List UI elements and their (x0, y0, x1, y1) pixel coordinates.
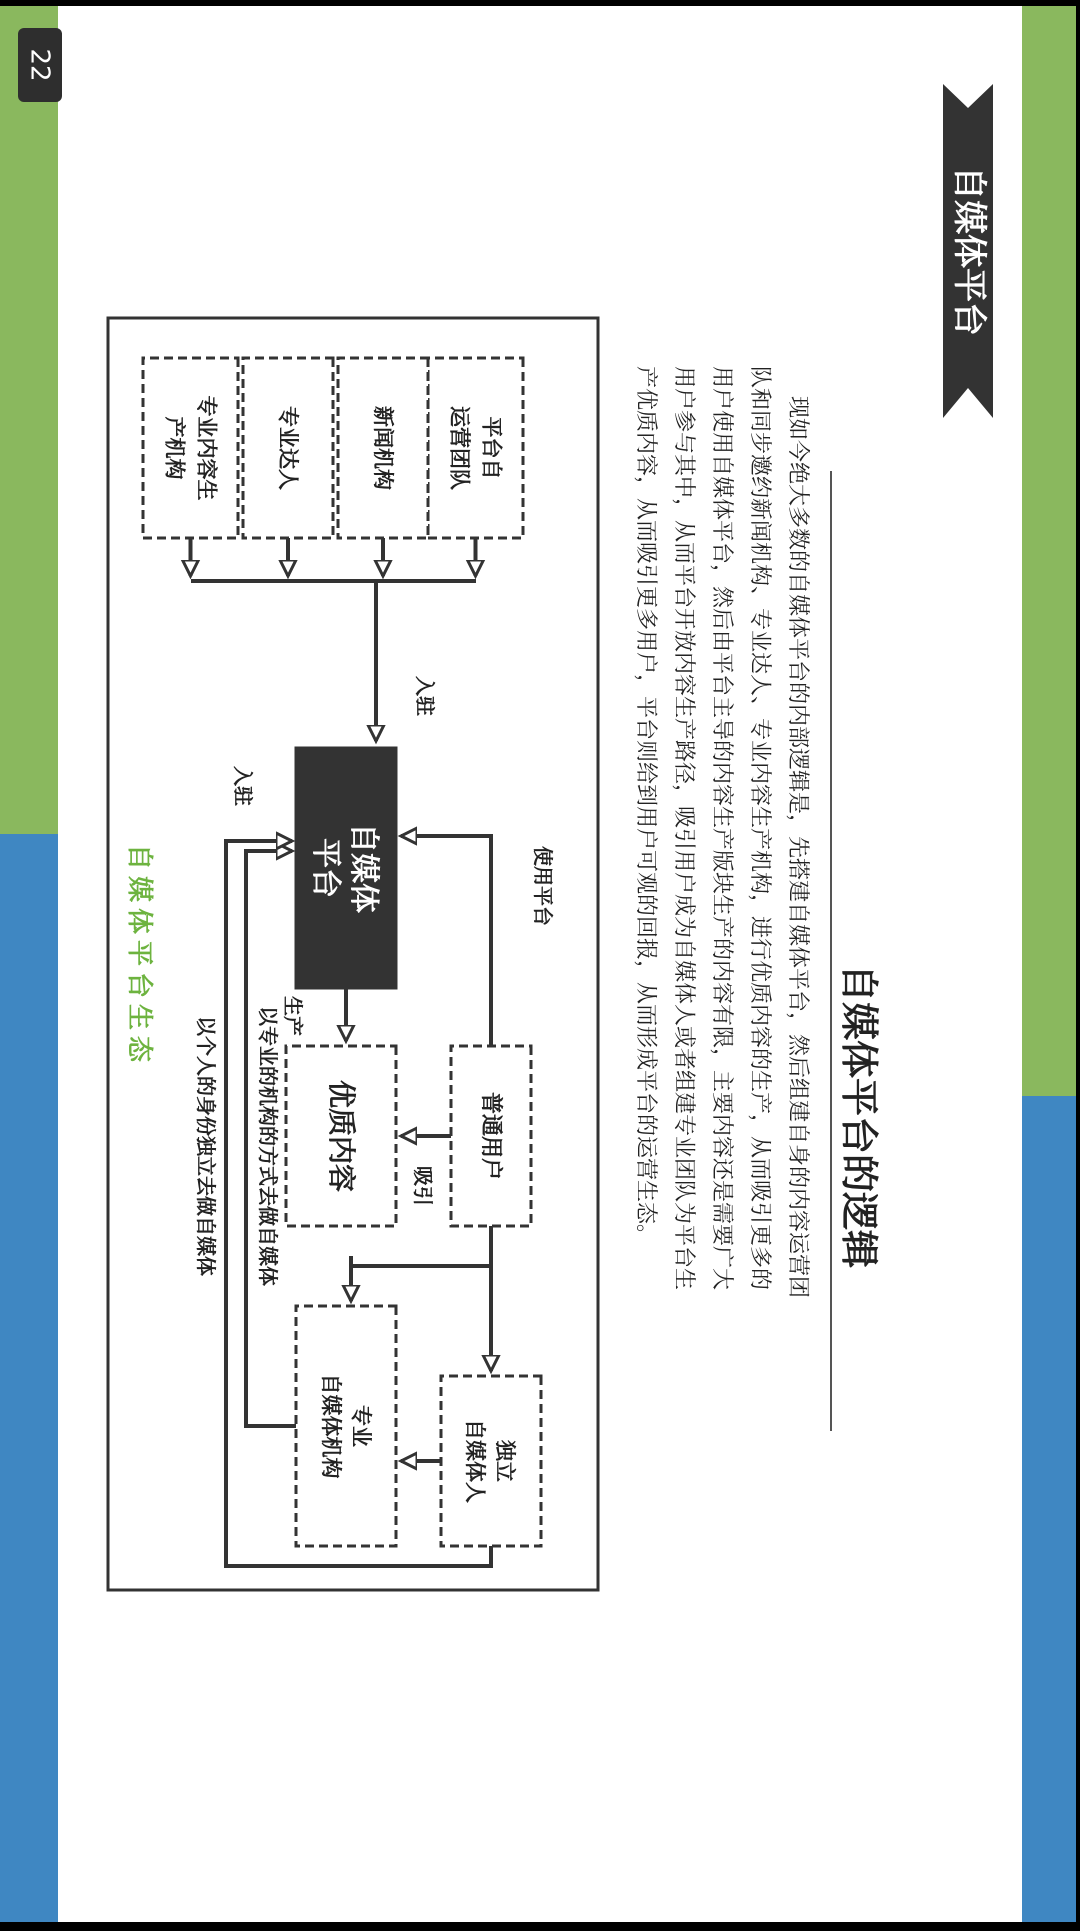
paragraph-line-4: 用户参与其中，从而平台开放内容生产路径，吸引用户成为自媒体人或者组建专业团队为平台生 (671, 366, 696, 1291)
label-as-org: 以专业的机构的方式去做自媒体 (256, 1006, 280, 1286)
label-attract: 吸引 (411, 1166, 435, 1206)
paragraph-line-3: 用户使用自媒体平台，然后由平台主导的内容生产版块生产的内容有限，主要内容还是需要广大 (709, 366, 734, 1291)
source-box-1 (428, 358, 523, 538)
label-settle-in-1: 入驻 (413, 676, 437, 716)
independent-label-a: 独立 (493, 1440, 517, 1482)
professional-label-b: 自媒体机构 (319, 1373, 343, 1479)
independent-box (441, 1376, 541, 1546)
diagram-caption: 自媒体平台生态 (124, 843, 154, 1069)
source-label-1-a: 平台自 (479, 416, 504, 480)
source-box-4 (143, 358, 238, 538)
professional-box (296, 1306, 396, 1546)
professional-label-a: 专业 (349, 1405, 373, 1447)
section-tab-label: 自媒体平台 (949, 166, 989, 336)
paragraph-line-2: 队和同步邀约新闻机构、专业达人、专业内容生产机构，进行优质内容的生产，从而吸引更多的 (747, 366, 772, 1291)
source-label-4-a: 专业内容生 (194, 395, 219, 501)
source-label-3: 专业达人 (276, 406, 300, 490)
slide-page (0, 6, 1076, 1922)
source-label-2: 新闻机构 (371, 406, 395, 490)
label-as-individual: 以个人的身份独立去做自媒体 (194, 1016, 218, 1276)
center-label-b: 平台 (308, 838, 343, 898)
label-produce: 生产 (281, 996, 305, 1036)
center-label-a: 自媒体 (346, 823, 381, 913)
independent-label-b: 自媒体人 (463, 1419, 487, 1503)
quality-content-label: 优质内容 (325, 1079, 358, 1193)
page-number: 22 (25, 48, 55, 82)
source-label-1-b: 运营团队 (447, 406, 472, 490)
user-to-professional-path (351, 1266, 491, 1296)
use-platform-line (406, 836, 491, 1046)
paragraph-line-1: 现如今绝大多数的自媒体平台的内部逻辑是，先搭建自媒体平台，然后组建自身的内容运营团 (785, 396, 810, 1299)
page-title: 自媒体平台的逻辑 (837, 963, 881, 1269)
regular-user-label: 普通用户 (478, 1091, 503, 1181)
label-use-platform: 使用平台 (531, 846, 555, 926)
source-label-4-b: 产机构 (162, 416, 187, 480)
paragraph-line-5: 产优质内容，从而吸引更多用户，平台则给到用户可观的回报，从而形成平台的运营生态。 (633, 366, 658, 1247)
label-settle-in-2: 入驻 (231, 766, 255, 806)
diagram-screen (0, 6, 1076, 1922)
diagram (124, 358, 555, 1566)
